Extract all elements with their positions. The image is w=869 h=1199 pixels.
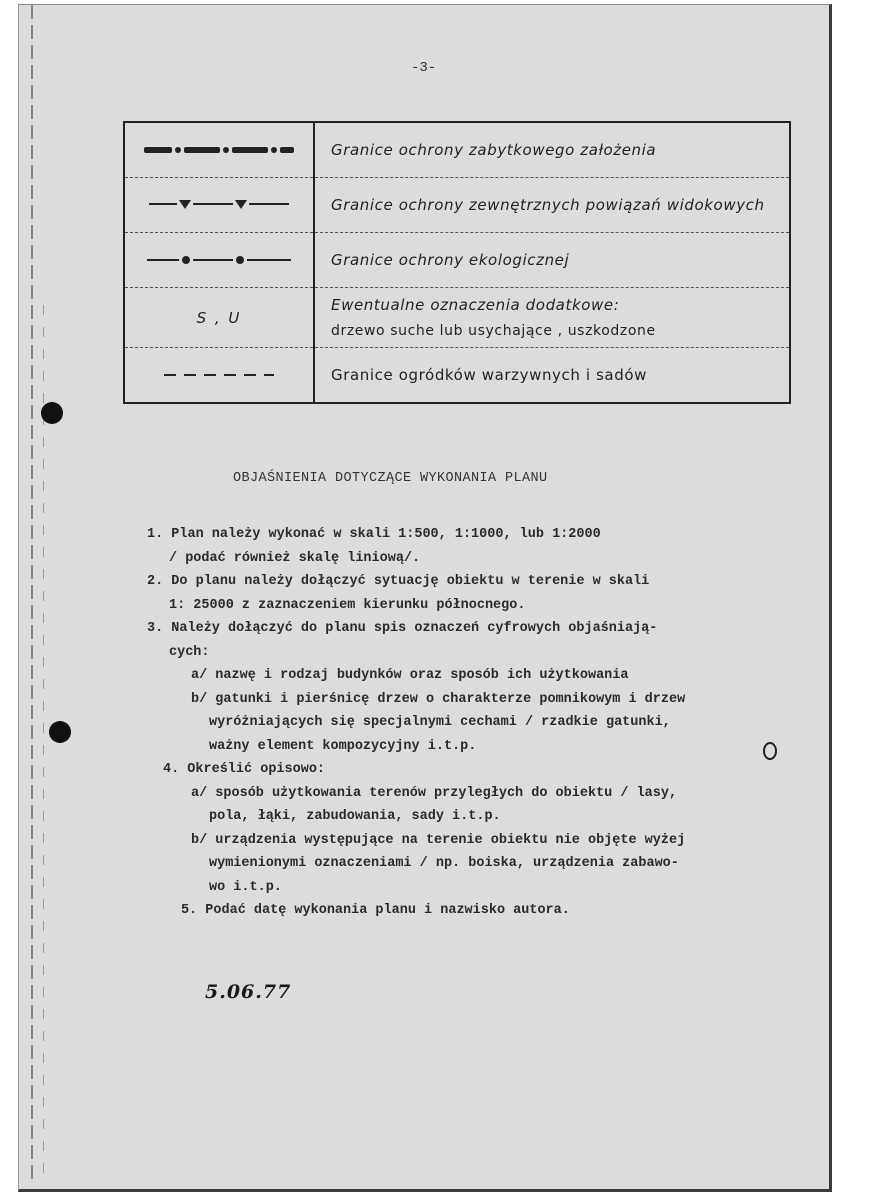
page-number: -3- bbox=[411, 60, 437, 76]
punch-hole bbox=[41, 402, 63, 424]
instruction-line: wymienionymi oznaczeniami / np. boiska, urządzenia zabawo- bbox=[209, 856, 679, 871]
instruction-line: 4. Określić opisowo: bbox=[163, 762, 326, 777]
margin-line bbox=[43, 305, 44, 1185]
dash-dot-heavy-line-icon bbox=[144, 145, 294, 155]
legend-description: Granice ogródków warzywnych i sadów bbox=[314, 348, 790, 404]
ink-mark-icon bbox=[763, 742, 777, 760]
margin-line bbox=[31, 5, 33, 1185]
scanned-page bbox=[18, 4, 832, 1192]
line-with-triangles-icon bbox=[149, 199, 289, 211]
instruction-line: 2. Do planu należy dołączyć sytuację obiektu w terenie w skali bbox=[147, 574, 650, 589]
handwritten-date: 5.06.77 bbox=[205, 981, 292, 1003]
instruction-line: b/ urządzenia występujące na terenie obiektu nie objęte wyżej bbox=[191, 832, 686, 848]
legend-symbol bbox=[124, 233, 314, 288]
legend-description-text: drzewo suche lub usychające , uszkodzone bbox=[331, 322, 656, 339]
instruction-line: 1: 25000 z zaznaczeniem kierunku północnego. bbox=[169, 597, 526, 613]
legend-symbol-text: S , U bbox=[124, 288, 314, 348]
legend-description: Granice ochrony zabytkowego założenia bbox=[314, 122, 790, 178]
legend-symbol bbox=[124, 348, 314, 404]
instruction-line: wyróżniających się specjalnymi cechami / rzadkie gatunki, bbox=[209, 715, 671, 730]
legend-row bbox=[124, 178, 790, 233]
instruction-line: cych: bbox=[169, 644, 210, 660]
legend-row bbox=[124, 233, 790, 288]
section-heading: OBJAŚNIENIA DOTYCZĄCE WYKONANIA PLANU bbox=[233, 471, 548, 486]
instruction-line: ważny element kompozycyjny i.t.p. bbox=[209, 738, 477, 754]
instruction-line: a/ sposób użytkowania terenów przyległych do obiektu / lasy, bbox=[191, 785, 678, 801]
punch-hole bbox=[49, 721, 71, 743]
legend-description: Granice ochrony zewnętrznych powiązań widokowych bbox=[314, 178, 790, 233]
instructions-list bbox=[147, 523, 807, 923]
legend-row bbox=[124, 348, 790, 404]
legend-symbol bbox=[124, 178, 314, 233]
instruction-line: a/ nazwę i rodzaj budynków oraz sposób ich użytkowania bbox=[191, 668, 629, 683]
legend-row bbox=[124, 122, 790, 178]
dashed-line-icon bbox=[164, 372, 274, 378]
legend-symbol bbox=[124, 122, 314, 178]
instruction-line: b/ gatunki i pierśnicę drzew o charakterze pomnikowym i drzew bbox=[191, 691, 686, 707]
instruction-line: / podać również skalę liniową/. bbox=[169, 550, 421, 566]
legend-row bbox=[124, 288, 790, 348]
legend-description-title: Ewentualne oznaczenia dodatkowe: bbox=[331, 295, 620, 314]
legend-description bbox=[314, 288, 790, 348]
instruction-line: 5. Podać datę wykonania planu i nazwisko autora. bbox=[181, 903, 570, 918]
instruction-line: wo i.t.p. bbox=[209, 879, 282, 895]
instruction-line: pola, łąki, zabudowania, sady i.t.p. bbox=[209, 809, 501, 824]
instruction-line: 1. Plan należy wykonać w skali 1:500, 1:1000, lub 1:2000 bbox=[147, 527, 601, 542]
instruction-line: 3. Należy dołączyć do planu spis oznaczeń cyfrowych objaśniają- bbox=[147, 621, 658, 636]
legend-table bbox=[123, 121, 791, 404]
legend-description: Granice ochrony ekologicznej bbox=[314, 233, 790, 288]
line-with-dots-icon bbox=[147, 254, 291, 266]
